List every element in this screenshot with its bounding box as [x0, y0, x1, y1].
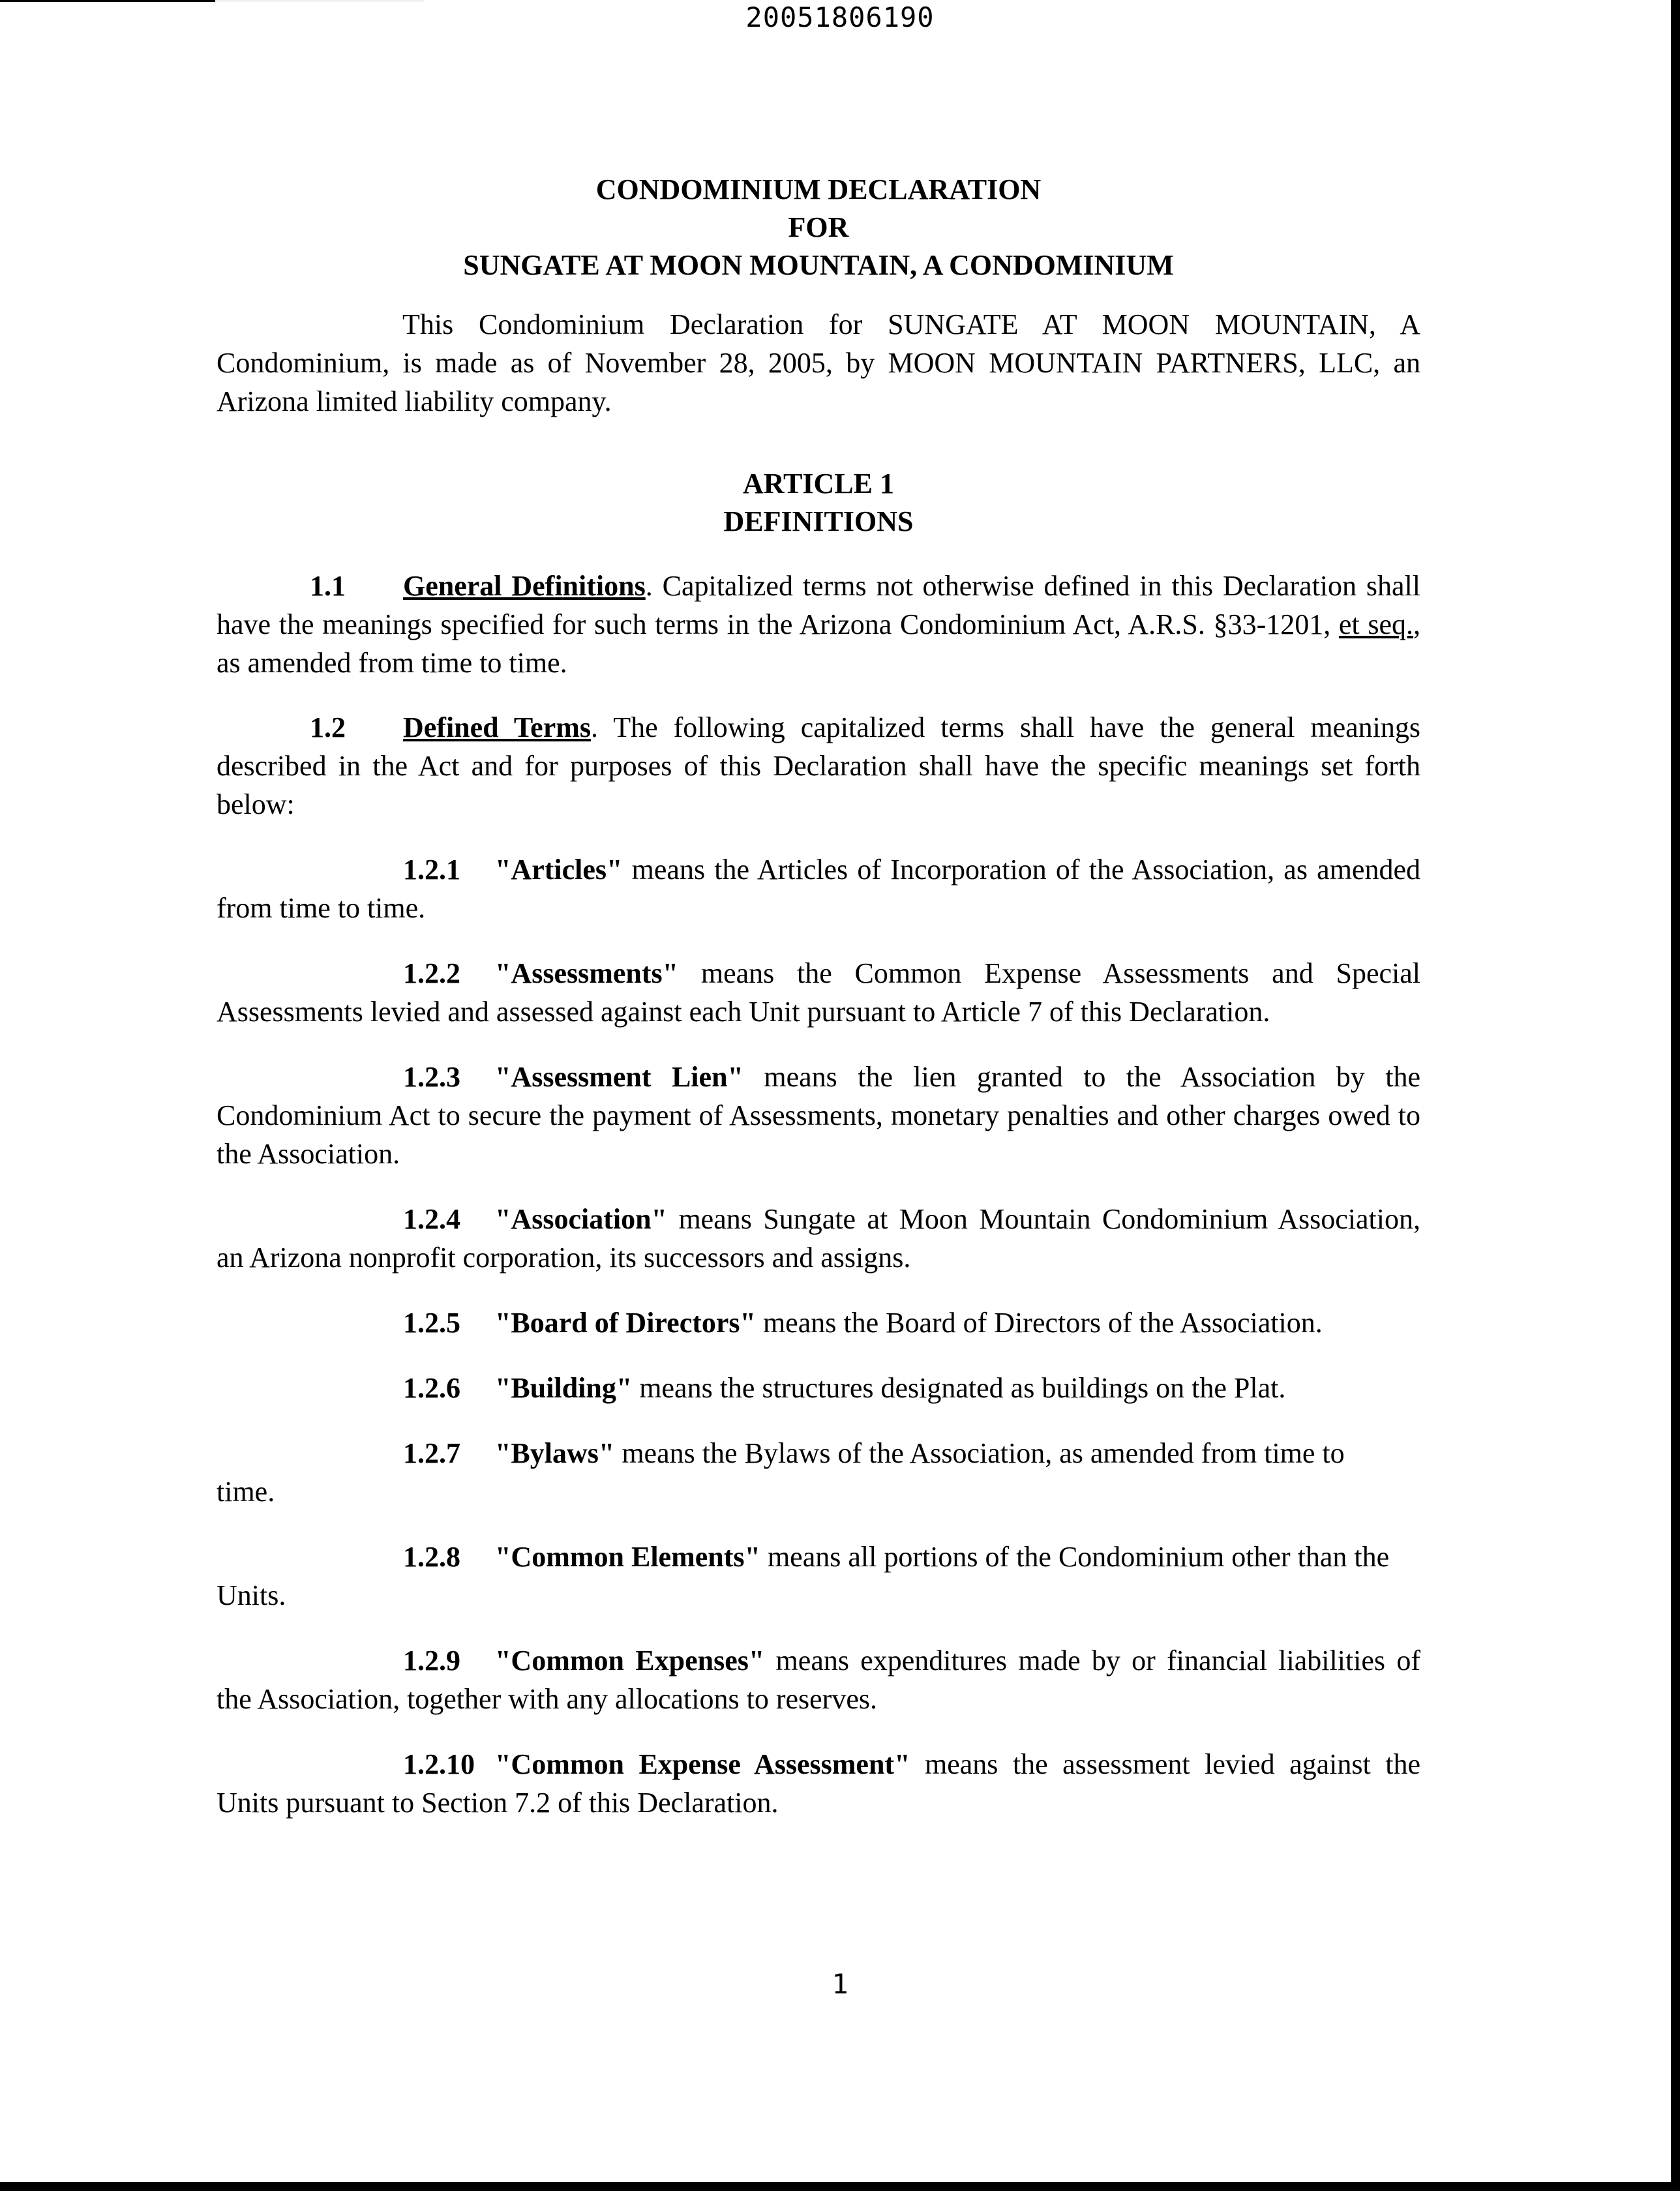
definition-number: 1.2.7 — [403, 1437, 460, 1469]
definition-number: 1.2.6 — [403, 1372, 460, 1404]
definition-text: means the Common Expense Assessments and Special Assessments levied and assessed against each Unit pursuant to Article 7 of this Declaration. — [217, 957, 1420, 1028]
section-title: General Definitions — [403, 570, 646, 602]
section-underlined-text: et seq. — [1338, 608, 1413, 640]
definition-text: means the Articles of Incorporation of the Association, as amended from time to time. — [217, 854, 1420, 924]
section-number: 1.2 — [310, 711, 346, 743]
definition-1-2-7 — [217, 1434, 1420, 1511]
definition-number: 1.2.8 — [403, 1541, 460, 1573]
intro-paragraph: This Condominium Declaration for SUNGATE AT MOON MOUNTAIN, A Condominium, is made as of November 28, 2005, by MOON MOUNTAIN PARTNERS, LLC, an Arizona limited liability company. — [217, 308, 1420, 417]
definition-text: means the lien granted to the Association by the Condominium Act to secure the payment of Assessments, monetary penalties and other charges owed to the Association. — [217, 1061, 1420, 1170]
definition-wrap-text: time. — [217, 1476, 275, 1508]
definition-text: means the structures designated as buildings on the Plat. — [632, 1372, 1286, 1404]
section-1-2 — [217, 708, 1420, 824]
title-line-2: FOR — [788, 211, 849, 243]
scan-border-right — [1671, 0, 1680, 2191]
definition-text: means the Bylaws of the Association, as amended from time to — [614, 1437, 1345, 1469]
section-text: . Capitalized terms not otherwise defined in this Declaration shall have the meanings specified for such terms in the Arizona Condominium Act, A.R.S. §33-1201, — [217, 570, 1421, 640]
recording-number: 20051806190 — [745, 1, 935, 33]
definition-text: means all portions of the Condominium other than the — [760, 1541, 1390, 1573]
article-title: DEFINITIONS — [723, 505, 914, 537]
document-title — [217, 171, 1420, 284]
definition-term: "Common Expense Assessment" — [495, 1748, 910, 1780]
definition-1-2-1 — [217, 850, 1420, 927]
definition-1-2-9 — [217, 1641, 1420, 1718]
definition-term: "Assessments" — [495, 957, 679, 989]
definition-term: "Assessment Lien" — [495, 1061, 743, 1093]
definition-text: means Sungate at Moon Mountain Condominium Association, an Arizona nonprofit corporation, its successors and assigns. — [217, 1203, 1420, 1274]
definition-number: 1.2.5 — [403, 1307, 460, 1339]
definition-number: 1.2.10 — [403, 1748, 475, 1780]
definition-number: 1.2.1 — [403, 854, 460, 886]
section-1-1 — [217, 567, 1420, 682]
page-number: 1 — [832, 1968, 848, 2000]
title-line-3: SUNGATE AT MOON MOUNTAIN, A CONDOMINIUM — [463, 249, 1174, 281]
definition-number: 1.2.2 — [403, 957, 460, 989]
definition-term: "Building" — [495, 1372, 633, 1404]
definition-wrap-text: Units. — [217, 1579, 286, 1611]
article-heading — [217, 465, 1420, 541]
definition-term: "Board of Directors" — [495, 1307, 756, 1339]
definition-1-2-5 — [217, 1304, 1420, 1342]
definition-1-2-2 — [217, 954, 1420, 1031]
definition-term: "Articles" — [495, 854, 623, 886]
definition-term: "Bylaws" — [495, 1437, 615, 1469]
section-number: 1.1 — [310, 570, 346, 602]
scan-border-bottom — [0, 2182, 1680, 2191]
definition-text: means the assessment levied against the Units pursuant to Section 7.2 of this Declaration. — [217, 1748, 1420, 1819]
definition-1-2-4 — [217, 1200, 1420, 1277]
document-body — [217, 171, 1420, 1822]
section-text: . The following capitalized terms shall have the general meanings described in the Act and for purposes of this Declaration shall have the specific meanings set forth below: — [217, 711, 1420, 820]
definition-number: 1.2.4 — [403, 1203, 460, 1235]
title-line-1: CONDOMINIUM DECLARATION — [595, 173, 1042, 205]
definition-term: "Common Expenses" — [495, 1645, 765, 1677]
definition-number: 1.2.3 — [403, 1061, 460, 1093]
definition-1-2-8 — [217, 1538, 1420, 1615]
definition-1-2-6 — [217, 1369, 1420, 1407]
definition-1-2-3 — [217, 1058, 1420, 1173]
article-number: ARTICLE 1 — [743, 468, 894, 499]
definition-text: means expenditures made by or financial liabilities of the Association, together with any allocations to reserves. — [217, 1645, 1420, 1715]
definition-term: "Common Elements" — [495, 1541, 760, 1573]
definition-1-2-10 — [217, 1745, 1420, 1822]
section-title: Defined Terms — [403, 711, 591, 743]
section-text-end: , as amended from time to time. — [217, 608, 1420, 679]
definition-number: 1.2.9 — [403, 1645, 460, 1677]
definition-text: means the Board of Directors of the Association. — [755, 1307, 1323, 1339]
definition-term: "Association" — [495, 1203, 667, 1235]
